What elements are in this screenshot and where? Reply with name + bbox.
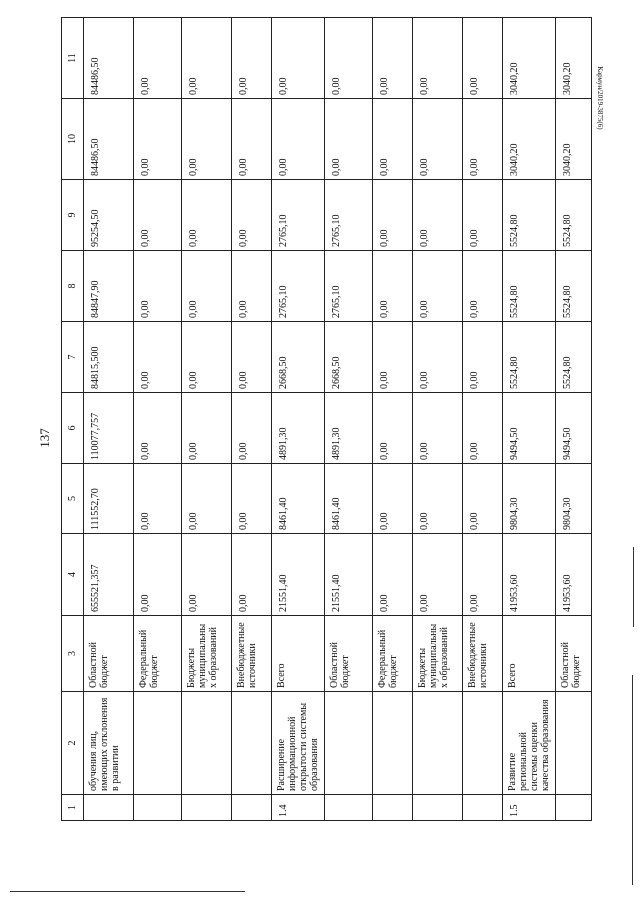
table-row <box>325 18 373 821</box>
value-cell: 5524,80 <box>556 251 592 322</box>
value-cell: 0,00 <box>182 534 232 616</box>
value-cell: 5524,80 <box>556 180 592 251</box>
value-cell: 5524,80 <box>503 322 556 393</box>
funding-source-cell: Бюджеты муниципальны х образований <box>413 616 463 692</box>
header-col-1: 1 <box>62 795 84 821</box>
row-number-cell <box>373 795 413 821</box>
funding-source-cell: Федеральный бюджет <box>134 616 182 692</box>
value-cell: 0,00 <box>182 18 232 99</box>
table-row <box>503 18 556 821</box>
row-title-cell <box>463 692 503 795</box>
value-cell: 84847,90 <box>84 251 134 322</box>
value-cell: 111552,70 <box>84 464 134 534</box>
value-cell: 8461,40 <box>272 464 325 534</box>
table-row <box>413 18 463 821</box>
value-cell: 0,00 <box>182 251 232 322</box>
value-cell: 0,00 <box>373 180 413 251</box>
value-cell: 655521,357 <box>84 534 134 616</box>
value-cell: 0,00 <box>232 99 272 180</box>
value-cell: 5524,80 <box>556 322 592 393</box>
value-cell: 0,00 <box>325 99 373 180</box>
funding-source-cell: Областной бюджет <box>325 616 373 692</box>
value-cell: 0,00 <box>134 18 182 99</box>
document-stamp: Кармун/2019-3875(6) <box>596 66 604 130</box>
value-cell: 0,00 <box>373 322 413 393</box>
table-row <box>232 18 272 821</box>
row-title-cell <box>182 692 232 795</box>
table-row <box>463 18 503 821</box>
value-cell: 3040,20 <box>556 99 592 180</box>
value-cell: 0,00 <box>272 99 325 180</box>
value-cell: 0,00 <box>463 180 503 251</box>
budget-table <box>61 17 592 821</box>
funding-source-cell: Областной бюджет <box>556 616 592 692</box>
value-cell: 0,00 <box>182 99 232 180</box>
value-cell: 9494,50 <box>556 393 592 464</box>
table-row <box>272 18 325 821</box>
value-cell: 0,00 <box>413 18 463 99</box>
funding-source-cell: Федеральный бюджет <box>373 616 413 692</box>
table-row <box>556 18 592 821</box>
value-cell: 0,00 <box>463 534 503 616</box>
row-title-cell <box>134 692 182 795</box>
header-col-2: 2 <box>62 692 84 795</box>
value-cell: 0,00 <box>463 393 503 464</box>
table-row <box>134 18 182 821</box>
value-cell: 2765,10 <box>272 180 325 251</box>
value-cell: 0,00 <box>182 322 232 393</box>
value-cell: 41953,60 <box>556 534 592 616</box>
value-cell: 0,00 <box>232 534 272 616</box>
value-cell: 9804,30 <box>503 464 556 534</box>
funding-source-cell: Внебюджетные источники <box>463 616 503 692</box>
row-number-cell <box>463 795 503 821</box>
value-cell: 4891,30 <box>272 393 325 464</box>
row-title-cell <box>373 692 413 795</box>
value-cell: 0,00 <box>413 393 463 464</box>
row-title-cell <box>232 692 272 795</box>
value-cell: 0,00 <box>325 18 373 99</box>
value-cell: 0,00 <box>134 464 182 534</box>
table-row <box>373 18 413 821</box>
value-cell: 0,00 <box>463 322 503 393</box>
value-cell: 0,00 <box>182 393 232 464</box>
value-cell: 0,00 <box>413 251 463 322</box>
value-cell: 2765,10 <box>325 251 373 322</box>
value-cell: 110077,757 <box>84 393 134 464</box>
margin-line-bottom <box>10 891 245 892</box>
funding-source-cell: Всего <box>503 616 556 692</box>
header-col-11: 11 <box>62 18 84 99</box>
funding-source-cell: Областной бюджет <box>84 616 134 692</box>
value-cell: 0,00 <box>463 251 503 322</box>
value-cell: 0,00 <box>134 322 182 393</box>
value-cell: 5524,80 <box>503 251 556 322</box>
row-number-cell <box>325 795 373 821</box>
header-col-7: 7 <box>62 322 84 393</box>
header-col-10: 10 <box>62 99 84 180</box>
value-cell: 0,00 <box>272 18 325 99</box>
funding-source-cell: Внебюджетные источники <box>232 616 272 692</box>
value-cell: 0,00 <box>373 464 413 534</box>
page-number: 137 <box>37 428 52 448</box>
value-cell: 2765,10 <box>272 251 325 322</box>
row-title-cell <box>325 692 373 795</box>
value-cell: 0,00 <box>373 393 413 464</box>
value-cell: 0,00 <box>232 251 272 322</box>
header-col-5: 5 <box>62 464 84 534</box>
value-cell: 0,00 <box>413 464 463 534</box>
value-cell: 0,00 <box>232 464 272 534</box>
budget-table-rotated <box>61 18 582 821</box>
value-cell: 0,00 <box>182 180 232 251</box>
value-cell: 0,00 <box>134 251 182 322</box>
row-title-cell <box>413 692 463 795</box>
value-cell: 8461,40 <box>325 464 373 534</box>
row-title-cell: обучения лиц, имеющих отклонения в развитии <box>84 692 134 795</box>
value-cell: 21551,40 <box>325 534 373 616</box>
value-cell: 41953,60 <box>503 534 556 616</box>
value-cell: 5524,80 <box>503 180 556 251</box>
header-col-8: 8 <box>62 251 84 322</box>
value-cell: 21551,40 <box>272 534 325 616</box>
row-number-cell: 1.4 <box>272 795 325 821</box>
row-number-cell <box>84 795 134 821</box>
row-number-cell <box>413 795 463 821</box>
value-cell: 0,00 <box>463 464 503 534</box>
value-cell: 2765,10 <box>325 180 373 251</box>
row-title-cell: Развитие региональной системы оценки качества образования <box>503 692 556 795</box>
value-cell: 0,00 <box>413 534 463 616</box>
value-cell: 0,00 <box>373 99 413 180</box>
value-cell: 0,00 <box>413 322 463 393</box>
value-cell: 2668,50 <box>325 322 373 393</box>
value-cell: 0,00 <box>232 393 272 464</box>
value-cell: 4891,30 <box>325 393 373 464</box>
value-cell: 0,00 <box>373 534 413 616</box>
value-cell: 0,00 <box>413 99 463 180</box>
value-cell: 9494,50 <box>503 393 556 464</box>
table-row <box>182 18 232 821</box>
funding-source-cell: Бюджеты муниципальны х образований <box>182 616 232 692</box>
value-cell: 0,00 <box>134 534 182 616</box>
value-cell: 95254,50 <box>84 180 134 251</box>
value-cell: 84486,50 <box>84 18 134 99</box>
value-cell: 0,00 <box>134 99 182 180</box>
value-cell: 84486,50 <box>84 99 134 180</box>
row-number-cell <box>182 795 232 821</box>
value-cell: 0,00 <box>134 393 182 464</box>
value-cell: 3040,20 <box>503 18 556 99</box>
margin-line-right-2 <box>632 675 633 885</box>
row-number-cell <box>232 795 272 821</box>
value-cell: 0,00 <box>232 322 272 393</box>
row-number-cell: 1.5 <box>503 795 556 821</box>
value-cell: 3040,20 <box>556 18 592 99</box>
header-col-6: 6 <box>62 393 84 464</box>
row-title-cell <box>556 692 592 795</box>
value-cell: 0,00 <box>134 180 182 251</box>
value-cell: 0,00 <box>373 18 413 99</box>
value-cell: 0,00 <box>373 251 413 322</box>
row-title-cell: Расширение информационной открытости системы образования <box>272 692 325 795</box>
value-cell: 3040,20 <box>503 99 556 180</box>
value-cell: 0,00 <box>413 180 463 251</box>
margin-line-right-1 <box>633 547 634 627</box>
value-cell: 0,00 <box>463 99 503 180</box>
value-cell: 0,00 <box>463 18 503 99</box>
header-row <box>62 18 84 821</box>
header-col-4: 4 <box>62 534 84 616</box>
value-cell: 0,00 <box>182 464 232 534</box>
table-row <box>84 18 134 821</box>
row-number-cell <box>134 795 182 821</box>
header-col-3: 3 <box>62 616 84 692</box>
header-col-9: 9 <box>62 180 84 251</box>
row-number-cell <box>556 795 592 821</box>
value-cell: 0,00 <box>232 180 272 251</box>
value-cell: 9804,30 <box>556 464 592 534</box>
value-cell: 84815,500 <box>84 322 134 393</box>
value-cell: 0,00 <box>232 18 272 99</box>
value-cell: 2668,50 <box>272 322 325 393</box>
funding-source-cell: Всего <box>272 616 325 692</box>
